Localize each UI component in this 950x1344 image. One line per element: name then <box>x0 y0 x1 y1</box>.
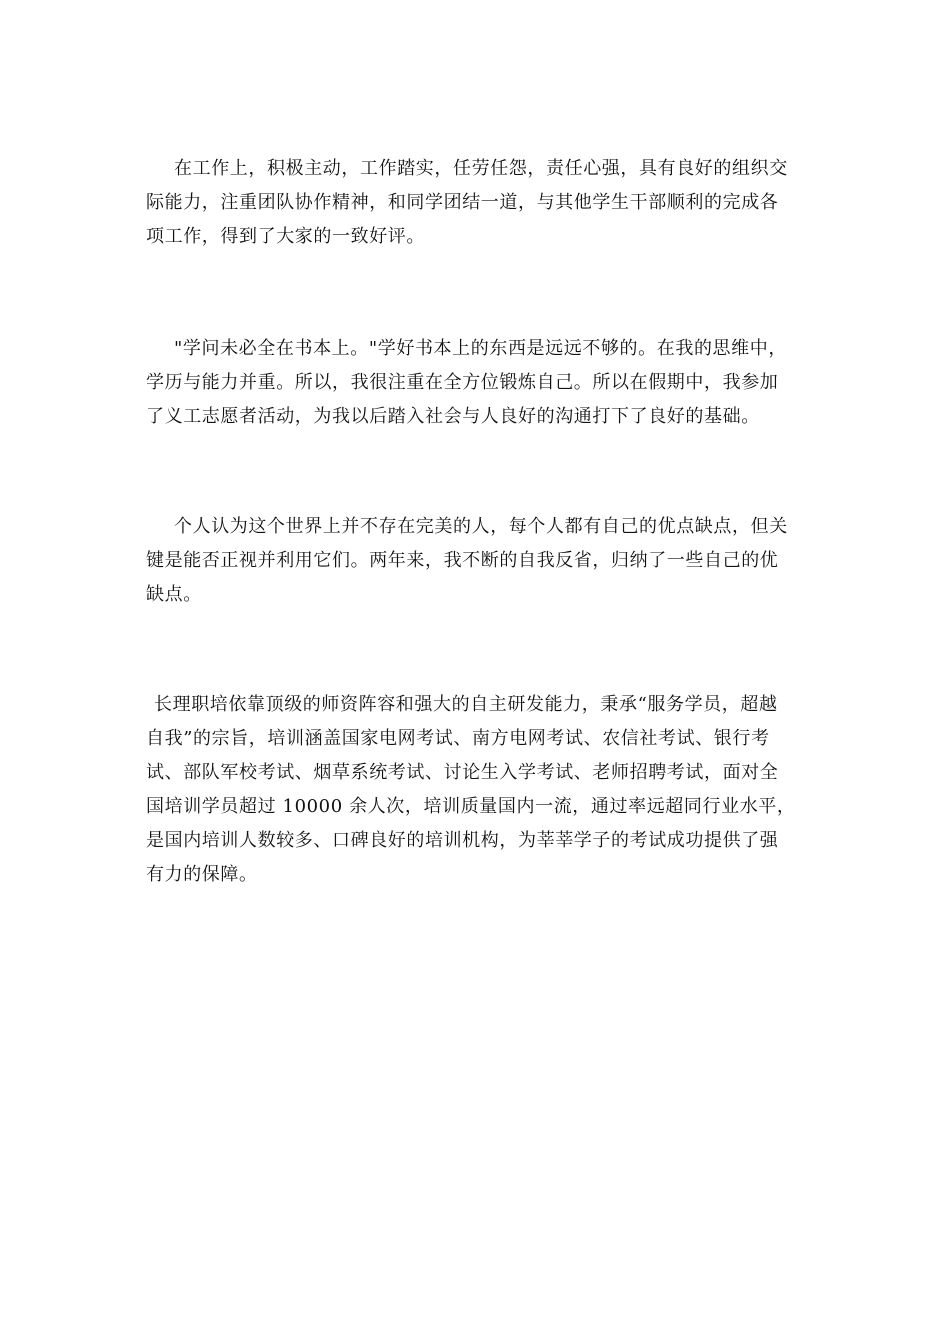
paragraph-work-attitude <box>146 152 806 254</box>
paragraph-learning <box>146 332 806 434</box>
paragraph-line: 个人认为这个世界上并不存在完美的人，每个人都有自己的优点缺点，但关 <box>174 516 788 537</box>
paragraph-line: 了义工志愿者活动，为我以后踏入社会与人良好的沟通打下了良好的基础。 <box>146 406 760 427</box>
paragraph-line: 在工作上，积极主动，工作踏实，任劳任怨，责任心强，具有良好的组织交 <box>174 158 788 179</box>
paragraph-line: 长理职培依靠顶级的师资阵容和强大的自主研发能力，秉承“服务学员，超越 <box>154 694 778 715</box>
paragraph-line: 学历与能力并重。所以，我很注重在全方位锻炼自己。所以在假期中，我参加 <box>146 372 779 393</box>
paragraph-line: "学问未必全在书本上。"学好书本上的东西是远远不够的。在我的思维中， <box>174 338 787 359</box>
paragraph-line: 是国内培训人数较多、口碑良好的培训机构，为莘莘学子的考试成功提供了强 <box>146 830 779 851</box>
paragraph-line: 自我”的宗旨，培训涵盖国家电网考试、南方电网考试、农信社考试、银行考 <box>146 728 770 749</box>
paragraph-line: 缺点。 <box>146 584 202 605</box>
paragraph-line: 试、部队军校考试、烟草系统考试、讨论生入学考试、老师招聘考试，面对全 <box>146 762 779 783</box>
paragraph-training-institution <box>146 688 806 892</box>
paragraph-line: 国培训学员超过 10000 余人次，培训质量国内一流，通过率远超同行业水平， <box>146 796 796 817</box>
paragraph-line: 键是能否正视并利用它们。两年来，我不断的自我反省，归纳了一些自己的优 <box>146 550 779 571</box>
paragraph-line: 际能力，注重团队协作精神，和同学团结一道，与其他学生干部顺利的完成各 <box>146 192 779 213</box>
paragraph-self-reflection <box>146 510 806 612</box>
paragraph-line: 有力的保障。 <box>146 864 258 885</box>
paragraph-line: 项工作，得到了大家的一致好评。 <box>146 226 425 247</box>
